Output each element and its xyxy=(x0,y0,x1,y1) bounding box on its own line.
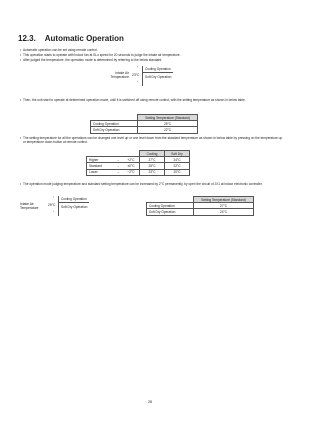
threshold-temp: 25°C xyxy=(48,203,56,207)
mode-upper: Cooling Operation xyxy=(59,197,89,203)
mode-lower: Soft Dry Operation xyxy=(61,205,88,209)
standard-setting-table-2 xyxy=(146,196,254,216)
section-number: 12.3. xyxy=(18,34,36,43)
mode-lower: Soft Dry Operation xyxy=(145,75,172,79)
up-arrow-icon: ↑ xyxy=(137,65,139,69)
standard-setting-table-1 xyxy=(90,114,198,134)
bullet-3: • After judged the temperature, the operation mode is determined by referring to the below standard. xyxy=(20,58,163,62)
bullet-2: • This operation starts to operate with indoor fan at SLo speed for 20 seconds to judge the intake air temperature. xyxy=(20,53,181,57)
bullet-1: • Automatic operation can be set using remote control. xyxy=(20,48,98,52)
col-header-softdry: Soft Dry xyxy=(165,151,190,157)
table-row: Standard → ±0°C 25°C 22°C xyxy=(87,163,190,169)
table-row: Higher → +2°C 27°C 24°C xyxy=(87,157,190,163)
section-heading xyxy=(18,34,124,43)
bullet-5: • The setting temperature for all the operations can be changed one level up or one level down from the standard temperature as shown in below table by pressing on the temperature up or temperature down button at remote control. xyxy=(20,136,283,145)
mode-judging-diagram-1 xyxy=(105,66,225,88)
bullet-4: • Then, the unit start to operate at determined operation mode, until it is switched off using remote control, with the setting temperature as shown in below table. xyxy=(20,98,246,102)
bullet-6: • The operation mode judging temperature and standard setting temperature can be increased by 2°C permanently, by open the circuit of JX1 at indoor electronic controller. xyxy=(20,182,263,186)
temperature-adjust-table xyxy=(86,150,190,176)
table-row: Soft Dry Operation 22°C xyxy=(91,127,198,133)
table-header: Setting Temperature (Standard) xyxy=(194,197,254,203)
table-row: Soft Dry Operation 24°C xyxy=(147,209,254,215)
up-arrow-icon: ↑ xyxy=(53,195,55,199)
intake-air-label: Intake Air Temperature xyxy=(20,202,39,210)
table-row: Cooling Operation 25°C xyxy=(91,121,198,127)
col-header-cooling: Cooling xyxy=(140,151,165,157)
page-number: 28 xyxy=(148,400,152,404)
down-arrow-icon: ↓ xyxy=(137,79,139,83)
table-row: Cooling Operation 27°C xyxy=(147,203,254,209)
intake-air-label: Intake Air Temperature xyxy=(110,71,129,79)
mode-upper: Cooling Operation xyxy=(143,67,173,73)
down-arrow-icon: ↓ xyxy=(53,209,55,213)
table-row: Lower → −2°C 23°C 20°C xyxy=(87,169,190,175)
table-header: Setting Temperature (Standard) xyxy=(138,115,198,121)
mode-judging-diagram-2 xyxy=(20,196,120,218)
section-title: Automatic Operation xyxy=(44,34,124,43)
threshold-temp: 23°C xyxy=(132,73,140,77)
